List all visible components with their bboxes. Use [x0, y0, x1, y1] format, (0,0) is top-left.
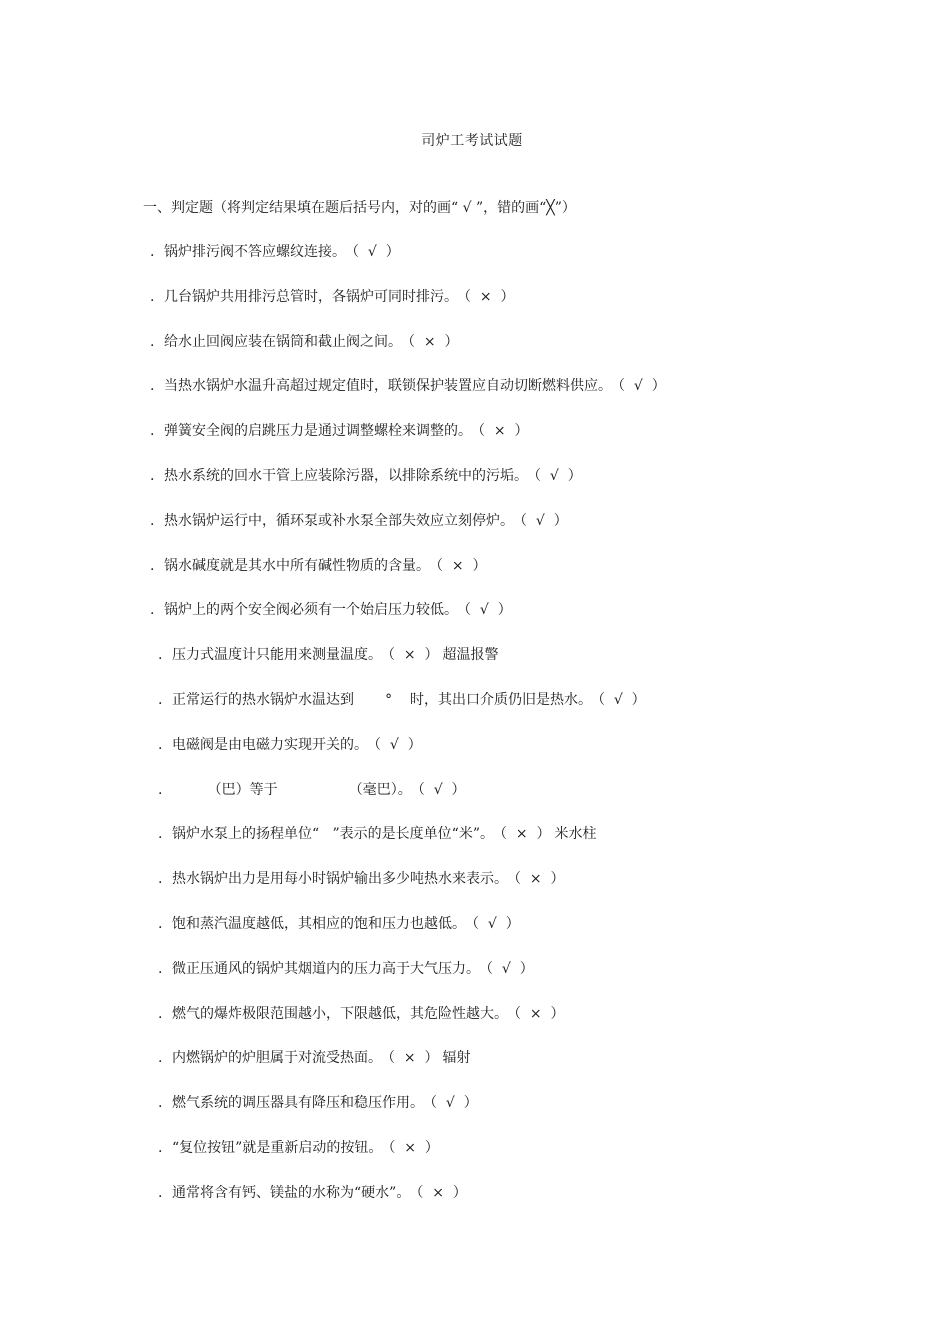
question-text: 饱和蒸汽温度越低，其相应的饱和压力也越低。 — [172, 916, 466, 932]
question-answer: （ √ ） — [352, 244, 400, 260]
question-marker: . — [158, 1050, 163, 1066]
question-text: 弹簧安全阀的启跳压力是通过调整螺栓来调整的。 — [164, 423, 472, 439]
question-note: 超温报警 — [442, 647, 499, 663]
question-text: 燃气的爆炸极限范围越小，下限越低，其危险性越大。 — [172, 1006, 508, 1022]
question-text: 热水锅炉出力是用每小时锅炉输出多少吨热水来表示。 — [172, 871, 508, 887]
question-marker: . — [150, 334, 155, 350]
question-marker: . — [150, 558, 155, 574]
question-text: 正常运行的热水锅炉水温达到 ° 时，其出口介质仍旧是热水。 — [172, 692, 592, 708]
question-item — [150, 332, 459, 352]
question-marker: . — [150, 378, 155, 394]
question-answer: （ √ ） — [417, 782, 466, 798]
question-marker: . — [158, 1095, 163, 1111]
question-text: 电磁阀是由电磁力实现开关的。 — [172, 737, 368, 753]
question-answer: （ √ ） — [520, 513, 568, 529]
question-note: 米水柱 — [554, 826, 597, 842]
question-answer: （ × ） — [478, 423, 529, 439]
question-note: 辐射 — [442, 1050, 471, 1066]
question-answer: （ × ） — [416, 1185, 467, 1201]
question-text: 锅炉排污阀不答应螺纹连接。 — [164, 244, 346, 260]
question-item — [150, 466, 582, 486]
question-answer: （ × ） — [436, 558, 487, 574]
question-answer: （ √ ） — [618, 378, 666, 394]
question-answer: （ × ） — [514, 1006, 565, 1022]
question-item — [158, 780, 466, 800]
question-answer: （ × ） — [514, 871, 565, 887]
question-item — [150, 556, 487, 576]
question-item — [158, 1183, 467, 1203]
question-text: 热水系统的回水干管上应装除污器，以排除系统中的污垢。 — [164, 468, 528, 484]
question-text: 热水锅炉运行中，循环泵或补水泵全部失效应立刻停炉。 — [164, 513, 514, 529]
question-answer: （ × ） — [499, 826, 551, 842]
question-answer: （ × ） — [388, 1050, 439, 1066]
question-text: 锅炉上的两个安全阀必须有一个始启压力较低。 — [164, 602, 458, 618]
question-answer: （ √ ） — [374, 737, 422, 753]
question-item — [150, 376, 666, 396]
question-text: “复位按钮”就是重新启动的按钮。 — [172, 1140, 383, 1156]
question-item — [158, 869, 565, 889]
question-item — [158, 1004, 565, 1024]
question-text: 给水止回阀应装在锅筒和截止阀之间。 — [164, 334, 402, 350]
question-marker: . — [158, 826, 163, 842]
question-answer: （ √ ） — [486, 961, 534, 977]
question-answer: （ √ ） — [472, 916, 520, 932]
question-item — [150, 421, 529, 441]
question-item — [150, 242, 400, 262]
section-heading: 一、判定题（将判定结果填在题后括号内，对的画“ √ ”，错的画“╳”） — [143, 200, 576, 216]
question-marker: . — [158, 692, 163, 708]
question-answer: （ √ ） — [464, 602, 512, 618]
question-marker: . — [150, 468, 155, 484]
question-marker: . — [158, 1140, 163, 1156]
question-item — [158, 959, 534, 979]
question-text: 内燃锅炉的炉胆属于对流受热面。 — [172, 1050, 382, 1066]
question-item — [150, 600, 512, 620]
question-item — [158, 1048, 471, 1068]
question-marker: . — [150, 602, 155, 618]
question-item — [150, 511, 568, 531]
question-answer: （ √ ） — [430, 1095, 478, 1111]
question-text: 压力式温度计只能用来测量温度。 — [172, 647, 382, 663]
question-text: 锅水碱度就是其水中所有碱性物质的含量。 — [164, 558, 430, 574]
question-marker: . — [150, 513, 155, 529]
question-item — [158, 914, 520, 934]
question-answer: （ × ） — [388, 1140, 439, 1156]
question-text: 通常将含有钙、镁盐的水称为“硬水”。 — [172, 1185, 411, 1201]
question-marker: . — [150, 289, 155, 305]
question-item — [158, 735, 422, 755]
question-item — [158, 690, 646, 710]
question-marker: . — [158, 916, 163, 932]
question-item — [158, 1138, 439, 1158]
question-marker: . — [158, 1006, 163, 1022]
question-marker: . — [158, 647, 163, 663]
question-text: 当热水锅炉水温升高超过规定值时，联锁保护装置应自动切断燃料供应。 — [164, 378, 612, 394]
question-marker: . — [150, 423, 155, 439]
question-marker: . — [150, 244, 155, 260]
question-item — [150, 287, 515, 307]
question-answer: （ × ） — [408, 334, 459, 350]
question-answer: （ × ） — [388, 647, 439, 663]
question-text: 几台锅炉共用排污总管时，各锅炉可同时排污。 — [164, 289, 458, 305]
page-title: 司炉工考试试题 — [421, 133, 523, 149]
question-answer: （ √ ） — [534, 468, 582, 484]
question-text: 燃气系统的调压器具有降压和稳压作用。 — [172, 1095, 424, 1111]
question-text: 锅炉水泵上的扬程单位“ ”表示的是长度单位“米”。 — [172, 826, 494, 842]
question-answer: （ × ） — [464, 289, 515, 305]
question-text: 微正压通风的锅炉其烟道内的压力高于大气压力。 — [172, 961, 480, 977]
question-marker: . — [158, 871, 163, 887]
question-marker: . — [158, 1185, 163, 1201]
question-answer: （ √ ） — [597, 692, 646, 708]
question-text: （巴）等于 （毫巴）。 — [172, 782, 412, 798]
question-marker: . — [158, 782, 163, 798]
question-item — [158, 824, 597, 844]
question-marker: . — [158, 737, 163, 753]
question-marker: . — [158, 961, 163, 977]
question-item — [158, 645, 499, 665]
question-item — [158, 1093, 478, 1113]
